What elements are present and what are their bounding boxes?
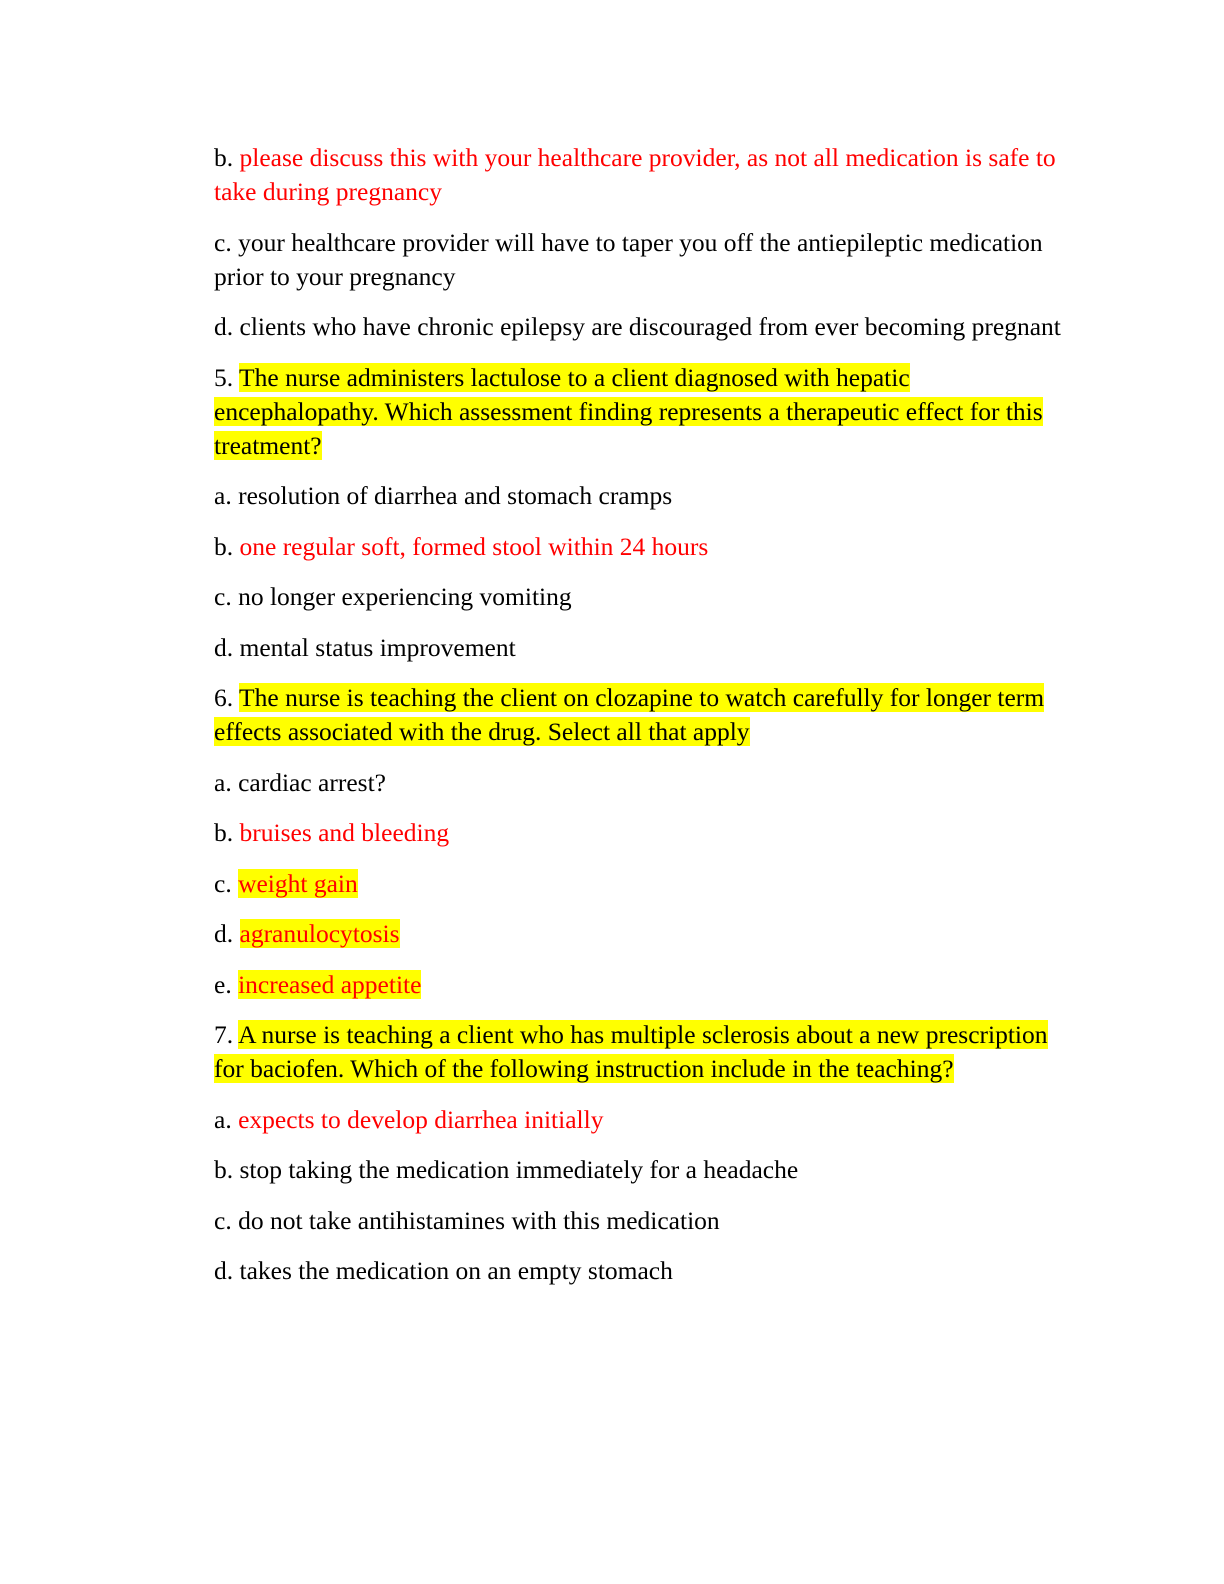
option-text: do not take antihistamines with this medication: [238, 1205, 720, 1235]
q5-option-d: [214, 631, 1074, 665]
q6-option-c: [214, 867, 1074, 901]
option-prefix: b.: [214, 818, 234, 847]
option-prefix: a.: [214, 1104, 232, 1134]
q5-option-a: [214, 479, 1074, 513]
option-prefix: e.: [214, 969, 232, 999]
answer-text: please discuss this with your healthcare provider, as not all medication is safe to take during pregnancy: [214, 143, 1056, 206]
q4-option-b: [214, 141, 1074, 209]
q6-option-b: [214, 816, 1074, 850]
option-prefix: c.: [214, 582, 232, 611]
option-prefix: d.: [214, 919, 234, 948]
option-prefix: c.: [214, 227, 232, 257]
q4-option-c: [214, 226, 1074, 294]
option-prefix: b.: [214, 531, 234, 561]
option-text: your healthcare provider will have to taper you off the antiepileptic medication prior to your pregnancy: [214, 227, 1043, 291]
option-prefix: d.: [214, 312, 234, 341]
q6-option-e: [214, 968, 1074, 1002]
question-text: The nurse is teaching the client on clozapine to watch carefully for longer term effects associated with the drug. Select all that apply: [214, 683, 1045, 746]
question-number: 5.: [214, 362, 234, 392]
option-prefix: a.: [214, 481, 232, 510]
option-text: resolution of diarrhea and stomach cramps: [238, 481, 673, 510]
answer-text: bruises and bleeding: [239, 818, 450, 847]
question-number: 7.: [214, 1020, 234, 1049]
option-prefix: c.: [214, 868, 232, 898]
q4-option-d: [214, 310, 1074, 344]
answer-text-highlighted: weight gain: [238, 868, 358, 898]
option-text: takes the medication on an empty stomach: [239, 1256, 673, 1285]
option-prefix: b.: [214, 143, 234, 172]
question-text: The nurse administers lactulose to a client diagnosed with hepatic encephalopathy. Which assessment finding represents a therapeutic effect for this treatment?: [214, 362, 1043, 460]
document-page: [214, 141, 1074, 1305]
answer-text: one regular soft, formed stool within 24 hours: [239, 531, 709, 561]
option-text: no longer experiencing vomiting: [238, 582, 572, 611]
option-prefix: a.: [214, 767, 232, 797]
q7-option-d: [214, 1254, 1074, 1288]
option-text: mental status improvement: [239, 632, 516, 662]
q5-option-c: [214, 580, 1074, 614]
question-number: 6.: [214, 683, 234, 712]
option-text: clients who have chronic epilepsy are discouraged from ever becoming pregnant: [239, 312, 1061, 341]
answer-text: expects to develop diarrhea initially: [238, 1104, 604, 1134]
q7-option-a: [214, 1103, 1074, 1137]
q6-option-a: [214, 766, 1074, 800]
answer-text-highlighted: agranulocytosis: [239, 919, 400, 948]
option-text: cardiac arrest?: [238, 767, 386, 797]
option-prefix: d.: [214, 1256, 234, 1285]
q7-option-c: [214, 1204, 1074, 1238]
option-prefix: c.: [214, 1205, 232, 1235]
question-text: A nurse is teaching a client who has multiple sclerosis about a new prescription for baciofen. Which of the following instruction include in the teaching?: [214, 1020, 1048, 1083]
option-text: stop taking the medication immediately for a headache: [239, 1155, 799, 1184]
q5-question: [214, 361, 1074, 463]
q5-option-b: [214, 530, 1074, 564]
answer-text-highlighted: increased appetite: [238, 969, 422, 999]
q7-option-b: [214, 1153, 1074, 1187]
option-prefix: b.: [214, 1155, 234, 1184]
q6-option-d: [214, 917, 1074, 951]
option-prefix: d.: [214, 632, 234, 662]
q7-question: [214, 1018, 1074, 1086]
q6-question: [214, 681, 1074, 749]
